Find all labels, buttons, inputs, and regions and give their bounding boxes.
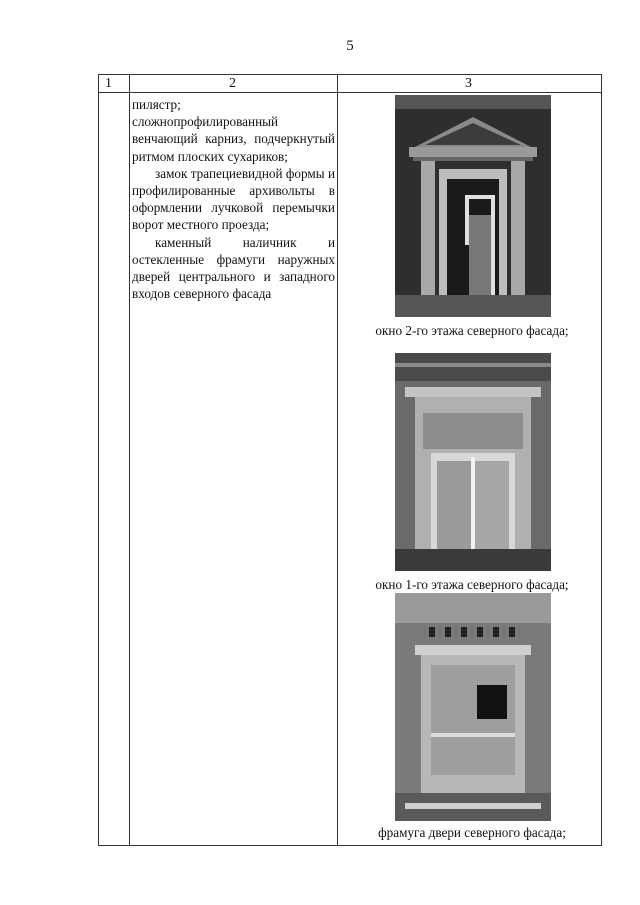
description-paragraph: сложнопрофилированный венчающий карниз, подчеркнутый ритмом плоских сухариков; <box>132 114 335 164</box>
description-paragraph: замок трапециевидной формы и профилированные архивольты в оформлении лучковой перемычки ворот местного проезда; <box>132 165 335 233</box>
column-divider-2 <box>337 75 338 845</box>
photo-window-2nd-floor <box>395 95 551 317</box>
photo-window-1st-floor <box>395 353 551 571</box>
page-number: 5 <box>346 38 354 54</box>
column-header-3: 3 <box>465 76 472 91</box>
column-divider-1 <box>129 75 130 845</box>
header-row-divider <box>99 92 601 93</box>
photo-caption: окно 2-го этажа северного фасада; <box>375 323 569 338</box>
description-paragraph: пилястр; <box>132 97 181 112</box>
monument-elements-table <box>98 74 602 846</box>
column-header-1: 1 <box>105 76 112 91</box>
element-description <box>132 96 335 302</box>
photo-caption: фрамуга двери северного фасада; <box>378 825 566 840</box>
photo-door-transom <box>395 593 551 821</box>
photo-caption: окно 1-го этажа северного фасада; <box>375 577 569 592</box>
column-header-2: 2 <box>229 76 236 91</box>
description-paragraph: каменный наличник и остекленные фрамуги наружных дверей центрального и западного входов северного фасада <box>132 234 335 302</box>
